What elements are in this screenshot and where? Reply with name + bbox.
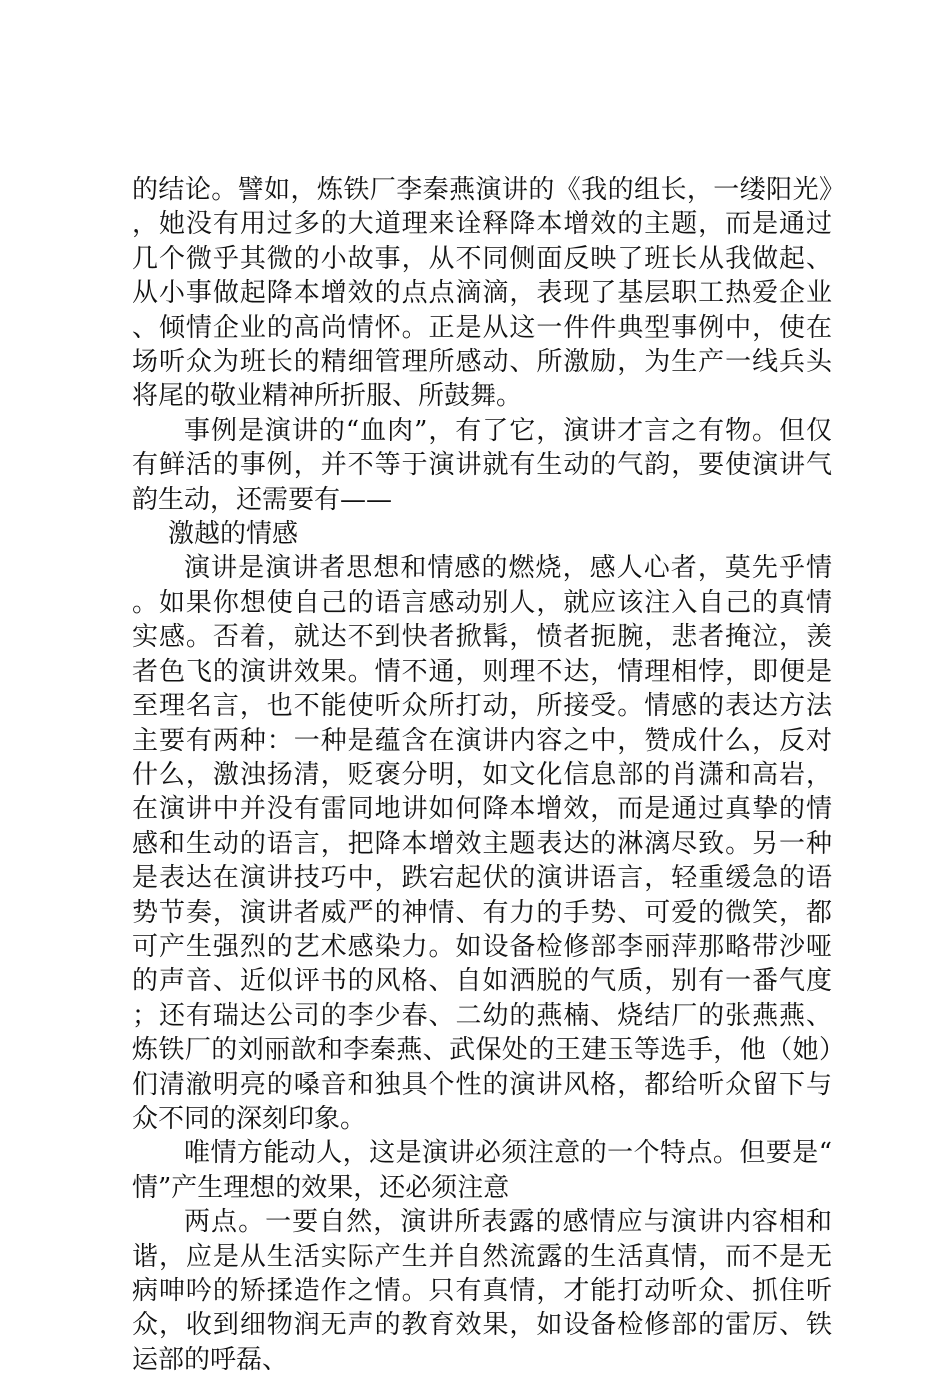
paragraph-1: 的结论。譬如，炼铁厂李秦燕演讲的《我的组长，一缕阳光》，她没有用过多的大道理来诠释降本增效的主题，而是通过几个微乎其微的小故事，从不同侧面反映了班长从我做起、从小事做起降本增效的点点滴滴，表现了基层职工热爱企业、倾情企业的高尚情怀。正是从这一件件典型事例中，使在场听众为班长的精细管理所感动、所激励，为生产一线兵头将尾的敬业精神所折服、所鼓舞。 — [132, 175, 832, 412]
document-body — [132, 173, 832, 1377]
paragraph-3: 演讲是演讲者思想和情感的燃烧，感人心者，莫先乎情。如果你想使自己的语言感动别人，就应该注入自己的真情实感。否着，就达不到快者掀髯，愤者扼腕，悲者掩泣，羡者色飞的演讲效果。情不通，则理不达，情理相悖，即便是至理名言，也不能使听众所打动，所接受。情感的表达方法主要有两种：一种是蕴含在演讲内容之中，赞成什么，反对什么，激浊扬清，贬褒分明，如文化信息部的肖潇和高岩，在演讲中并没有雷同地讲如何降本增效，而是通过真挚的情感和生动的语言，把降本增效主题表达的淋漓尽致。另一种是表达在演讲技巧中，跌宕起伏的演讲语言，轻重缓急的语势节奏，演讲者威严的神情、有力的手势、可爱的微笑，都可产生强烈的艺术感染力。如设备检修部李丽萍那略带沙哑的声音、近似评书的风格、自如洒脱的气质，别有一番气度；还有瑞达公司的李少春、二幼的燕楠、烧结厂的张燕燕、炼铁厂的刘丽歆和李秦燕、武保处的王建玉等选手，他（她）们清澈明亮的嗓音和独具个性的演讲风格，都给听众留下与众不同的深刻印象。 — [132, 553, 832, 1134]
section-heading: 激越的情感 — [168, 519, 299, 550]
paragraph-5: 两点。一要自然，演讲所表露的感情应与演讲内容相和谐，应是从生活实际产生并自然流露的生活真情，而不是无病呻吟的矫揉造作之情。只有真情，才能打动听众、抓住听众，收到细物润无声的教育效果，如设备检修部的雷厉、铁运部的呼磊、 — [132, 1207, 832, 1375]
paragraph-4: 唯情方能动人，这是演讲必须注意的一个特点。但要是“情”产生理想的效果，还必须注意 — [132, 1138, 832, 1203]
paragraph-2: 事例是演讲的“血肉”，有了它，演讲才言之有物。但仅有鲜活的事例，并不等于演讲就有生动的气韵，要使演讲气韵生动，还需要有—— — [132, 415, 832, 515]
